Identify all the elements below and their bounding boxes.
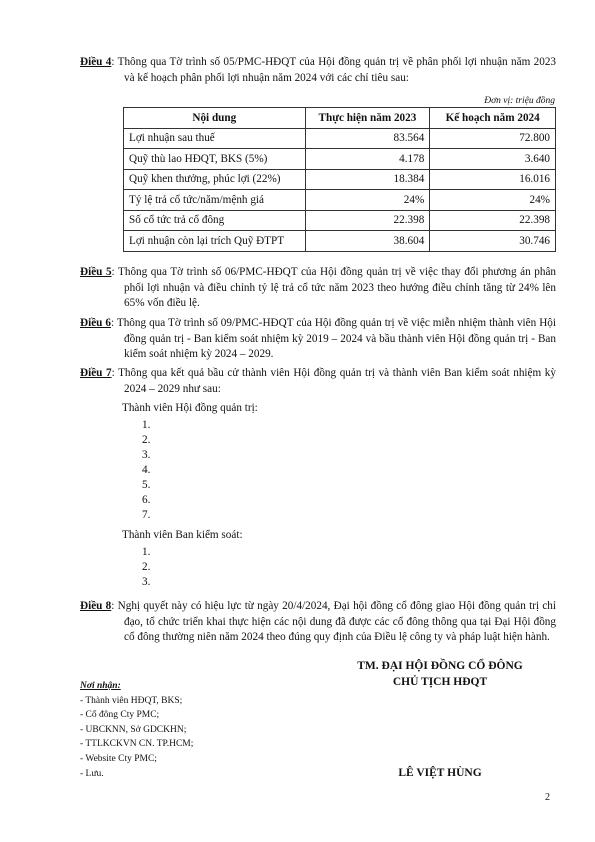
supervisory-member-item: 2.: [142, 561, 151, 573]
signatory-name: LÊ VIỆT HÙNG: [398, 767, 482, 779]
table-header-cell: Thực hiện năm 2023: [305, 108, 430, 129]
table-cell: Quỹ thù lao HĐQT, BKS (5%): [124, 149, 306, 170]
table-cell: 16.016: [430, 169, 556, 190]
profit-distribution-table: [123, 107, 556, 252]
board-member-item: 1.: [142, 419, 151, 431]
board-member-item: 3.: [142, 449, 151, 461]
table-cell: 22.398: [305, 210, 430, 231]
article-5-text: : Thông qua Tờ trình số 06/PMC-HĐQT của Hội đồng quản trị về việc thay đổi phương án phân phối lợi nhuận và điều chỉnh tỷ lệ trả cổ tức năm 2023 theo hướng điều chỉnh tăng từ 24% lên 65% vốn điều lệ.: [111, 266, 556, 309]
recipient-item: - TTLKCKVN CN. TP.HCM;: [80, 739, 194, 750]
board-member-item: 4.: [142, 464, 151, 476]
article-6: [80, 316, 556, 363]
board-member-item: 5.: [142, 479, 151, 491]
article-6-text: : Thông qua Tờ trình số 09/PMC-HĐQT của Hội đồng quản trị về việc miễn nhiệm thành viên Hội đồng quản trị - Ban kiểm soát nhiệm kỳ 2019 – 2024 và bầu thành viên Hội đồng quản trị - Ban kiểm soát nhiệm kỳ 2024 – 2029.: [110, 317, 556, 360]
article-5: [80, 265, 556, 312]
table-cell: 4.178: [305, 149, 430, 170]
table-header-cell: Nội dung: [124, 108, 306, 129]
recipient-item: - Thành viên HĐQT, BKS;: [80, 695, 183, 706]
table-row: [124, 210, 556, 231]
article-8-label: Điều 8: [80, 600, 112, 612]
recipient-item: - UBCKNN, Sở GDCKHN;: [80, 724, 187, 735]
page-number: 2: [545, 792, 550, 803]
article-5-label: Điều 5: [80, 266, 112, 278]
board-member-item: 2.: [142, 434, 151, 446]
table-header-row: [124, 108, 556, 129]
article-6-label: Điều 6: [80, 317, 111, 329]
supervisory-members-title: Thành viên Ban kiểm soát:: [122, 529, 243, 541]
board-members-title: Thành viên Hội đồng quản trị:: [122, 402, 258, 414]
supervisory-member-item: 3.: [142, 576, 151, 588]
recipient-item: - Lưu.: [80, 768, 104, 779]
table-cell: Lợi nhuận sau thuế: [124, 128, 306, 149]
table-row: [124, 128, 556, 149]
table-cell: 18.384: [305, 169, 430, 190]
board-member-item: 6.: [142, 494, 151, 506]
table-row: [124, 190, 556, 211]
article-4: [80, 55, 556, 86]
article-8: [80, 599, 556, 646]
table-cell: 3.640: [430, 149, 556, 170]
supervisory-member-item: 1.: [142, 546, 151, 558]
table-row: [124, 231, 556, 252]
table-cell: 38.604: [305, 231, 430, 252]
signature-title: TM. ĐẠI HỘI ĐỒNG CỔ ĐÔNG: [357, 660, 523, 672]
signature-position: CHỦ TỊCH HĐQT: [392, 676, 488, 688]
table-cell: Số cổ tức trả cổ đông: [124, 210, 306, 231]
table-cell: 24%: [430, 190, 556, 211]
article-7-text: : Thông qua kết quả bầu cử thành viên Hội đồng quản trị và thành viên Ban kiểm soát nhiệm kỳ 2024 – 2029 như sau:: [111, 367, 556, 395]
recipient-item: - Website Cty PMC;: [80, 753, 157, 764]
recipients-block: [80, 679, 193, 781]
table-row: [124, 149, 556, 170]
table-cell: 83.564: [305, 128, 430, 149]
table-cell: Tỷ lệ trả cổ tức/năm/mệnh giá: [124, 190, 306, 211]
table-row: [124, 169, 556, 190]
unit-note: Đơn vị: triệu đồng: [484, 96, 555, 106]
article-7: [80, 366, 556, 397]
board-member-item: 7.: [142, 509, 151, 521]
article-7-label: Điều 7: [80, 367, 112, 379]
table-cell: 22.398: [430, 210, 556, 231]
table-cell: 30.746: [430, 231, 556, 252]
table-cell: 24%: [305, 190, 430, 211]
recipients-title: Nơi nhận:: [80, 681, 121, 691]
article-4-label: Điều 4: [80, 56, 112, 68]
article-8-text: : Nghị quyết này có hiệu lực từ ngày 20/4/2024, Đại hội đồng cổ đông giao Hội đồng quản trị chỉ đạo, tổ chức triển khai thực hiện các nội dung đã được các cổ đông thông qua tại Đại Hội đồng cổ đông thường niên năm 2024 theo đúng quy định của Điều lệ công ty và pháp luật hiện hành.: [111, 600, 557, 643]
article-4-text: : Thông qua Tờ trình số 05/PMC-HĐQT của Hội đồng quản trị về phân phối lợi nhuận năm 2023 và kế hoạch phân phối lợi nhuận năm 2024 với các chỉ tiêu sau:: [111, 56, 557, 84]
recipient-item: - Cổ đông Cty PMC;: [80, 710, 160, 721]
table-header-cell: Kế hoạch năm 2024: [430, 108, 556, 129]
table-cell: Quỹ khen thưởng, phúc lợi (22%): [124, 169, 306, 190]
table-cell: Lợi nhuận còn lại trích Quỹ ĐTPT: [124, 231, 306, 252]
table-cell: 72.800: [430, 128, 556, 149]
